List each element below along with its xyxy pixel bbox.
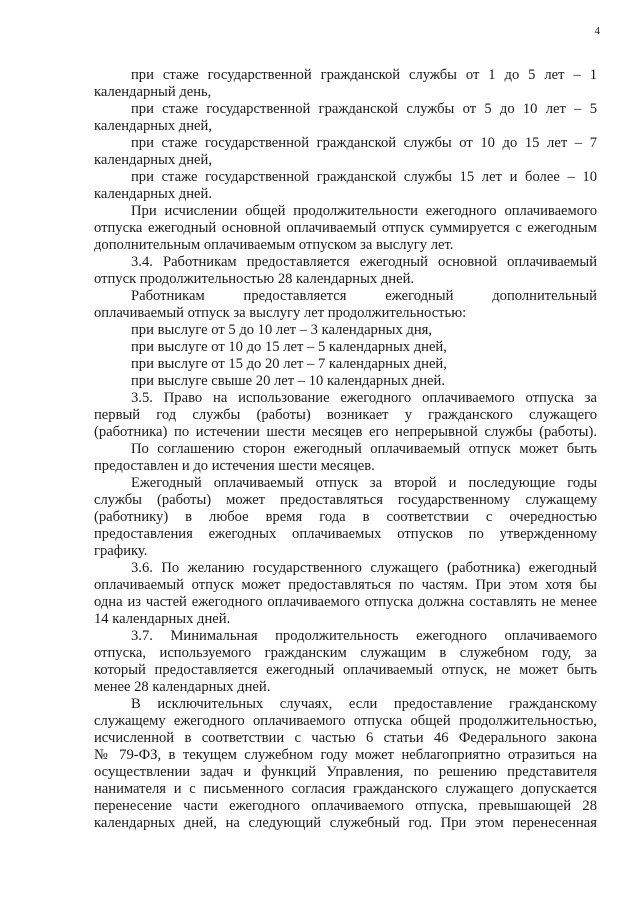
text-line: предоставлен и до истечения шести месяцев.	[94, 458, 375, 474]
text-line: 3.6. По желанию государственного служащего (работника) ежегодный	[131, 560, 597, 576]
text-line: отпуска ежегодный основной оплачиваемый отпуск суммируется с ежегодным	[94, 220, 597, 236]
text-line: при выслуге свыше 20 лет – 10 календарных дней.	[131, 373, 445, 389]
text-line: По соглашению сторон ежегодный оплачиваемый отпуск может быть	[131, 441, 597, 457]
text-line: календарных дней,	[94, 152, 212, 168]
text-line: исчисленной в соответствии с частью 6 статьи 46 Федерального закона	[94, 730, 597, 746]
document-body	[94, 67, 597, 832]
text-line: служащему ежегодного оплачиваемого отпуска общей продолжительностью,	[94, 713, 597, 729]
text-line: при выслуге от 5 до 10 лет – 3 календарных дня,	[131, 322, 433, 338]
text-line: графику.	[94, 543, 148, 559]
text-line: 14 календарных дней.	[94, 611, 231, 627]
text-line: (работнику) в любое время года в соответствии с очередностью	[94, 509, 597, 525]
text-line: оплачиваемый отпуск за выслугу лет продолжительностью:	[94, 305, 467, 321]
text-line: одна из частей ежегодного оплачиваемого отпуска должна составлять не менее	[94, 594, 597, 610]
text-line: 3.5. Право на использование ежегодного оплачиваемого отпуска за	[131, 390, 597, 406]
text-line: при стаже государственной гражданской службы от 5 до 10 лет – 5	[131, 101, 597, 117]
text-line: при стаже государственной гражданской службы от 1 до 5 лет – 1	[131, 67, 597, 83]
text-line: первый год службы (работы) возникает у гражданского служащего	[94, 407, 597, 423]
text-line: календарный день,	[94, 84, 212, 100]
text-line: предоставления ежегодных оплачиваемых отпусков по утвержденному	[94, 526, 597, 542]
text-line: дополнительным оплачиваемым отпуском за выслугу лет.	[94, 237, 454, 253]
text-line: 3.7. Минимальная продолжительность ежегодного оплачиваемого	[131, 628, 597, 644]
text-line: календарных дней.	[94, 186, 212, 202]
text-line: Ежегодный оплачиваемый отпуск за второй и последующие годы	[131, 475, 597, 491]
text-line: (работника) по истечении шести месяцев его непрерывной службы (работы).	[94, 424, 597, 440]
text-line: перенесение части ежегодного оплачиваемого отпуска, превышающей 28	[94, 798, 597, 814]
text-line: оплачиваемый отпуск может предоставляться по частям. При этом хотя бы	[94, 577, 597, 593]
text-line: календарных дней, на следующий служебный год. При этом перенесенная	[94, 815, 597, 831]
text-line: отпуска, используемого гражданским служащим в служебном году, за	[94, 645, 597, 661]
text-line: при выслуге от 10 до 15 лет – 5 календарных дней,	[131, 339, 447, 355]
text-line: При исчислении общей продолжительности ежегодного оплачиваемого	[131, 203, 597, 219]
text-line: который предоставляется ежегодный оплачиваемый отпуск, не может быть	[94, 662, 597, 678]
text-line: менее 28 календарных дней.	[94, 679, 271, 695]
text-line: осуществлении задач и функций Управления, по решению представителя	[94, 764, 597, 780]
text-line: нанимателя и с письменного согласия гражданского служащего допускается	[94, 781, 597, 797]
text-line: Работникам предоставляется ежегодный дополнительный	[131, 288, 597, 304]
text-line: № 79-ФЗ, в текущем служебном году может неблагоприятно отразиться на	[94, 747, 597, 763]
text-line: отпуск продолжительностью 28 календарных дней.	[94, 271, 415, 287]
page-number: 4	[594, 25, 600, 37]
text-line: службы (работы) может предоставляться государственному служащему	[94, 492, 597, 508]
text-line: при стаже государственной гражданской службы от 10 до 15 лет – 7	[131, 135, 597, 151]
text-line: при выслуге от 15 до 20 лет – 7 календарных дней,	[131, 356, 447, 372]
text-line: при стаже государственной гражданской службы 15 лет и более – 10	[131, 169, 597, 185]
text-line: календарных дней,	[94, 118, 212, 134]
text-line: В исключительных случаях, если предоставление гражданскому	[131, 696, 597, 712]
text-line: 3.4. Работникам предоставляется ежегодный основной оплачиваемый	[131, 254, 597, 270]
